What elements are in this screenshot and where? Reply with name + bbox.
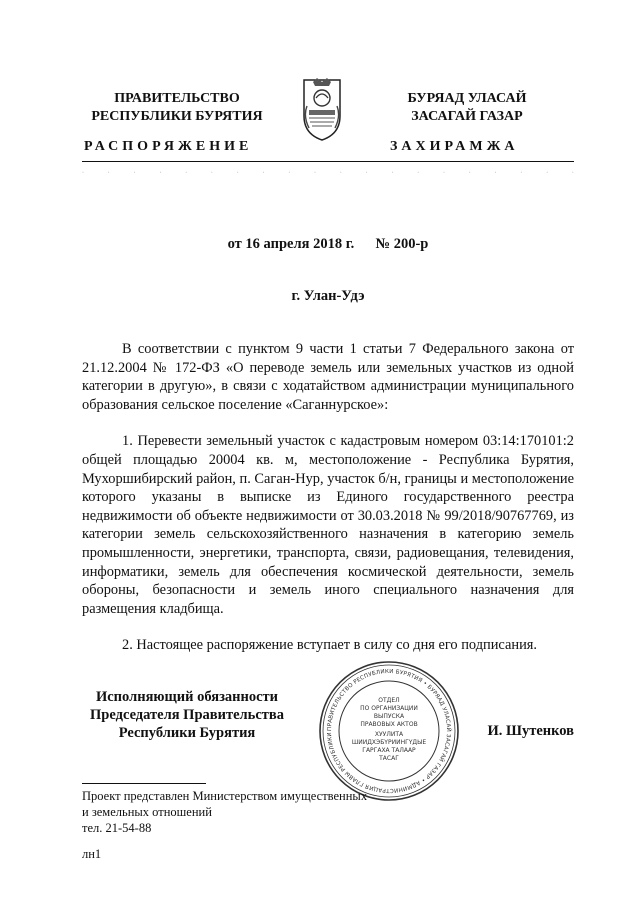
footer-code: лн1	[82, 847, 102, 861]
coat-of-arms-icon	[299, 76, 345, 142]
stamp-line-4: ПРАВОВЫХ АКТОВ	[360, 721, 418, 728]
signatory-title-line-3: Республики Бурятия	[118, 725, 256, 741]
footer-phone: тел. 21-54-88	[82, 821, 152, 835]
footer-divider	[82, 783, 206, 784]
header-right	[372, 90, 562, 126]
official-stamp	[318, 660, 460, 802]
stamp-line-7: ГАРГАХА ТАЛААР	[362, 747, 416, 754]
stamp-line-6: ШИИДХЭБҮРИИНГҮДЫЕ	[351, 739, 427, 746]
buryat-government-subtitle: ЗАСАГАЙ ГАЗАР	[411, 109, 523, 124]
signatory-title	[82, 688, 292, 742]
document-date: от 16 апреля 2018 г.	[227, 236, 355, 252]
date-number-line	[82, 236, 574, 253]
header-left	[82, 90, 272, 126]
dotted-line: · · · · · · · · · · · · · · · · · · · ·	[82, 170, 574, 176]
buryat-government-title: БУРЯАД УЛАСАЙ	[407, 91, 527, 106]
stamp-line-8: ТАСАГ	[379, 755, 399, 762]
doc-type-left: РАСПОРЯЖЕНИЕ	[84, 139, 253, 154]
preamble-paragraph: В соответствии с пунктом 9 части 1 статьи 7 Федерального закона от 21.12.2004 № 172-ФЗ «О переводе земель или земельных участков из одной категории в другую», в связи с ходатайством администрации муниципального образования сельское поселение «Саганнурское»:	[82, 341, 574, 413]
stamp-ring-text: ПРАВИТЕЛЬСТВО РЕСПУБЛИКИ БУРЯТИЯ • БУРЯАД УЛАСАЙ ЗАСАГАЙ ГАЗАР • АДМИНИСТРАЦИЯ ГЛАВЫ РЕСПУБЛИКИ	[326, 668, 452, 794]
footer-line-1: Проект представлен Министерством имущественных	[82, 789, 368, 803]
footer-note	[82, 788, 482, 862]
document-body	[82, 340, 574, 655]
document-number: № 200-р	[375, 236, 429, 252]
government-title: ПРАВИТЕЛЬСТВО	[114, 91, 240, 106]
item-1-paragraph: 1. Перевести земельный участок с кадастровым номером 03:14:170101:2 общей площадью 20004 кв. м, местоположение - Республика Бурятия, Мухоршибирский район, п. Саган-Нур, участок б/н, границы и местоположение которого указаны в выписке из Единого государственного реестра недвижимости об объекте недвижимости от 30.03.2018 № 99/2018/90767769, из категории земель сельскохозяйственного назначения в категорию земель промышленности, энергетики, транспорта, связи, радиовещания, телевидения, информатики, земель для обеспечения космической деятельности, земель обороны, безопасности и земель иного специального назначения для размещения кладбища.	[82, 433, 574, 617]
item-2-paragraph: 2. Настоящее распоряжение вступает в силу со дня его подписания.	[122, 637, 537, 654]
stamp-line-5: ХУУЛИТА	[374, 731, 404, 738]
stamp-line-1: ОТДЕЛ	[378, 697, 400, 704]
signatory-title-line-1: Исполняющий обязанности	[95, 689, 279, 705]
signatory-name: И. Шутенков	[487, 723, 574, 739]
document-place: г. Улан-Удэ	[291, 288, 365, 304]
stamp-line-3: ВЫПУСКА	[373, 713, 405, 720]
signatory-title-line-2: Председателя Правительства	[90, 707, 284, 723]
footer-line-2: и земельных отношений	[82, 805, 212, 819]
doc-type-right: ЗАХИРАМЖА	[390, 139, 519, 154]
header-divider	[82, 161, 574, 162]
stamp-line-2: ПО ОРГАНИЗАЦИИ	[360, 705, 418, 712]
republic-title: РЕСПУБЛИКИ БУРЯТИЯ	[91, 109, 263, 124]
